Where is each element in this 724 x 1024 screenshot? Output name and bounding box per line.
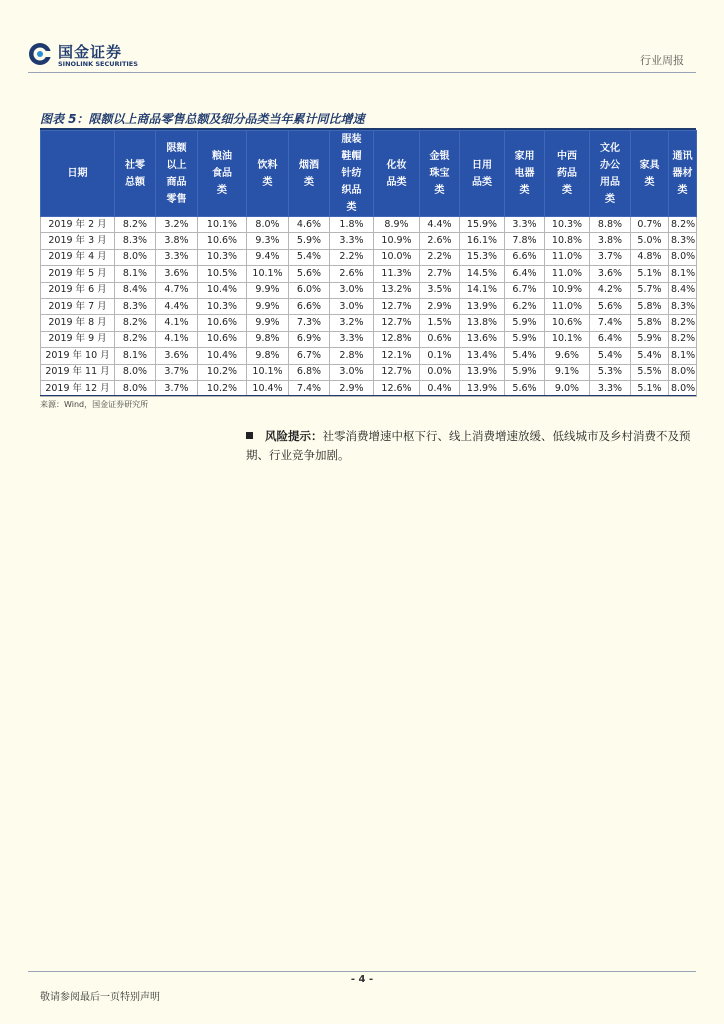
column-header: [247, 131, 289, 217]
column-header-text: 零售: [166, 193, 187, 205]
sinolink-logo-icon: [28, 42, 52, 66]
company-logo: [28, 40, 158, 70]
value-cell: 8.1%: [115, 266, 156, 282]
value-cell: 10.4%: [247, 380, 289, 396]
value-cell: 6.4%: [505, 266, 545, 282]
value-cell: 7.8%: [505, 233, 545, 249]
value-cell: 10.2%: [198, 380, 247, 396]
column-header-text: 总额: [125, 176, 145, 188]
value-cell: 6.2%: [505, 298, 545, 314]
value-cell: 9.9%: [247, 298, 289, 314]
column-header-text: 化妆: [386, 159, 407, 171]
value-cell: 5.4%: [505, 348, 545, 364]
column-header-text: 类: [644, 176, 655, 188]
value-cell: 5.4%: [289, 249, 330, 265]
value-cell: 15.3%: [460, 249, 505, 265]
value-cell: 9.0%: [545, 380, 590, 396]
disclaimer-text: 敬请参阅最后一页特别声明: [40, 992, 160, 1003]
value-cell: 13.6%: [460, 331, 505, 347]
value-cell: 3.6%: [156, 348, 198, 364]
date-cell: 2019 年 2 月: [41, 217, 115, 233]
column-header-text: 类: [217, 185, 227, 196]
value-cell: 3.3%: [156, 249, 198, 265]
table-row: [41, 315, 697, 331]
value-cell: 10.3%: [545, 217, 590, 233]
value-cell: 6.7%: [505, 282, 545, 298]
value-cell: 2.7%: [420, 266, 460, 282]
value-cell: 5.9%: [631, 331, 669, 347]
column-header-text: 器材: [672, 168, 693, 179]
value-cell: 8.4%: [669, 282, 697, 298]
value-cell: 8.0%: [247, 217, 289, 233]
value-cell: 8.0%: [115, 380, 156, 396]
value-cell: 3.2%: [330, 315, 374, 331]
column-header-text: 类: [346, 202, 357, 213]
value-cell: 5.9%: [505, 315, 545, 331]
value-cell: 10.6%: [198, 233, 247, 249]
value-cell: 11.0%: [545, 298, 590, 314]
value-cell: 10.2%: [198, 364, 247, 380]
value-cell: 6.6%: [289, 298, 330, 314]
value-cell: 13.9%: [460, 298, 505, 314]
column-header-text: 限额: [166, 142, 187, 154]
value-cell: 8.0%: [669, 364, 697, 380]
table-body: [41, 217, 697, 397]
value-cell: 6.8%: [289, 364, 330, 380]
logo-text-cn: 国金证券: [58, 43, 123, 61]
column-header-text: 珠宝: [429, 168, 450, 179]
value-cell: 3.3%: [330, 331, 374, 347]
value-cell: 5.4%: [590, 348, 631, 364]
value-cell: 9.9%: [247, 282, 289, 298]
value-cell: 3.3%: [330, 233, 374, 249]
value-cell: 12.1%: [374, 348, 420, 364]
column-header-text: 电器: [514, 168, 535, 179]
column-header: [374, 131, 420, 217]
value-cell: 5.9%: [505, 331, 545, 347]
value-cell: 3.7%: [156, 364, 198, 380]
value-cell: 4.7%: [156, 282, 198, 298]
value-cell: 12.7%: [374, 364, 420, 380]
value-cell: 4.2%: [590, 282, 631, 298]
date-cell: 2019 年 8 月: [41, 315, 115, 331]
value-cell: 0.4%: [420, 380, 460, 396]
value-cell: 8.2%: [115, 331, 156, 347]
column-header-text: 品类: [386, 176, 407, 188]
column-header: [505, 131, 545, 217]
value-cell: 13.2%: [374, 282, 420, 298]
column-header-text: 办公: [600, 159, 620, 171]
value-cell: 10.1%: [545, 331, 590, 347]
value-cell: 10.5%: [198, 266, 247, 282]
date-cell: 2019 年 9 月: [41, 331, 115, 347]
value-cell: 7.3%: [289, 315, 330, 331]
column-header: [156, 131, 198, 217]
risk-warning: [246, 427, 696, 465]
value-cell: 10.3%: [198, 249, 247, 265]
date-cell: 2019 年 11 月: [41, 364, 115, 380]
value-cell: 7.4%: [289, 380, 330, 396]
risk-label: 风险提示：: [265, 429, 323, 443]
value-cell: 3.5%: [420, 282, 460, 298]
table-row: [41, 282, 697, 298]
column-header: [420, 131, 460, 217]
value-cell: 8.4%: [115, 282, 156, 298]
value-cell: 6.4%: [590, 331, 631, 347]
column-header-text: 日用: [472, 159, 492, 171]
column-header-text: 商品: [166, 176, 187, 188]
value-cell: 15.9%: [460, 217, 505, 233]
value-cell: 14.1%: [460, 282, 505, 298]
value-cell: 13.9%: [460, 380, 505, 396]
value-cell: 2.2%: [330, 249, 374, 265]
column-header-text: 药品: [557, 168, 577, 179]
value-cell: 10.3%: [198, 298, 247, 314]
value-cell: 2.6%: [420, 233, 460, 249]
value-cell: 9.4%: [247, 249, 289, 265]
column-header-text: 用品: [600, 176, 620, 188]
value-cell: 5.1%: [631, 266, 669, 282]
value-cell: 9.8%: [247, 331, 289, 347]
column-header-text: 烟酒: [299, 159, 319, 171]
date-cell: 2019 年 5 月: [41, 266, 115, 282]
value-cell: 4.8%: [631, 249, 669, 265]
column-header-text: 品类: [472, 176, 492, 188]
value-cell: 8.8%: [590, 217, 631, 233]
value-cell: 12.7%: [374, 315, 420, 331]
column-header: [545, 131, 590, 217]
value-cell: 5.3%: [590, 364, 631, 380]
column-header-text: 类: [677, 185, 688, 196]
value-cell: 16.1%: [460, 233, 505, 249]
value-cell: 8.2%: [669, 315, 697, 331]
value-cell: 9.8%: [247, 348, 289, 364]
value-cell: 2.9%: [420, 298, 460, 314]
value-cell: 9.1%: [545, 364, 590, 380]
value-cell: 8.3%: [669, 298, 697, 314]
value-cell: 4.1%: [156, 315, 198, 331]
value-cell: 5.9%: [289, 233, 330, 249]
table-row: [41, 266, 697, 282]
value-cell: 12.7%: [374, 298, 420, 314]
value-cell: 13.4%: [460, 348, 505, 364]
value-cell: 8.0%: [669, 249, 697, 265]
value-cell: 4.4%: [156, 298, 198, 314]
value-cell: 5.1%: [631, 380, 669, 396]
value-cell: 3.7%: [156, 380, 198, 396]
value-cell: 4.1%: [156, 331, 198, 347]
footer-divider: [28, 971, 696, 972]
value-cell: 8.2%: [115, 217, 156, 233]
value-cell: 8.1%: [669, 266, 697, 282]
value-cell: 0.1%: [420, 348, 460, 364]
column-header: [590, 131, 631, 217]
column-header-text: 家用: [514, 151, 535, 162]
value-cell: 7.4%: [590, 315, 631, 331]
value-cell: 10.6%: [198, 331, 247, 347]
table-bottom-rule: [40, 395, 696, 396]
date-cell: 2019 年 3 月: [41, 233, 115, 249]
value-cell: 8.3%: [115, 298, 156, 314]
column-header-text: 类: [262, 176, 273, 188]
value-cell: 6.0%: [289, 282, 330, 298]
value-cell: 10.9%: [374, 233, 420, 249]
value-cell: 4.6%: [289, 217, 330, 233]
value-cell: 10.1%: [247, 364, 289, 380]
value-cell: 12.8%: [374, 331, 420, 347]
value-cell: 5.9%: [505, 364, 545, 380]
column-header: [631, 131, 669, 217]
column-header: [198, 131, 247, 217]
value-cell: 5.6%: [590, 298, 631, 314]
value-cell: 8.0%: [115, 364, 156, 380]
column-header-text: 织品: [341, 185, 362, 196]
column-header-text: 以上: [166, 159, 187, 171]
value-cell: 0.6%: [420, 331, 460, 347]
risk-text: 社零消费增速中枢下行、线上消费增速放缓、低线城市及乡村消费不及预期、行业竞争加剧。: [246, 429, 691, 462]
value-cell: 8.9%: [374, 217, 420, 233]
value-cell: 4.4%: [420, 217, 460, 233]
value-cell: 3.3%: [505, 217, 545, 233]
column-header-text: 文化: [600, 142, 620, 154]
value-cell: 0.7%: [631, 217, 669, 233]
value-cell: 5.7%: [631, 282, 669, 298]
table-row: [41, 348, 697, 364]
value-cell: 3.6%: [156, 266, 198, 282]
value-cell: 1.8%: [330, 217, 374, 233]
value-cell: 10.4%: [198, 348, 247, 364]
value-cell: 8.3%: [669, 233, 697, 249]
value-cell: 3.0%: [330, 364, 374, 380]
column-header-text: 类: [304, 176, 314, 188]
value-cell: 2.9%: [330, 380, 374, 396]
header-divider: [28, 72, 696, 73]
value-cell: 3.2%: [156, 217, 198, 233]
value-cell: 11.3%: [374, 266, 420, 282]
column-header-text: 食品: [212, 168, 232, 179]
column-header: [669, 131, 697, 217]
column-header-text: 社零: [125, 159, 145, 171]
column-header-text: 饮料: [257, 159, 278, 171]
value-cell: 8.2%: [669, 331, 697, 347]
value-cell: 8.1%: [115, 348, 156, 364]
value-cell: 3.6%: [590, 266, 631, 282]
value-cell: 1.5%: [420, 315, 460, 331]
table-row: [41, 249, 697, 265]
value-cell: 0.0%: [420, 364, 460, 380]
value-cell: 11.0%: [545, 249, 590, 265]
retail-growth-table: [40, 130, 697, 397]
column-header-text: 类: [605, 193, 615, 205]
value-cell: 6.9%: [289, 331, 330, 347]
column-header-text: 家具: [639, 159, 660, 171]
value-cell: 5.8%: [631, 315, 669, 331]
value-cell: 6.7%: [289, 348, 330, 364]
page-number: - 4 -: [350, 974, 374, 985]
value-cell: 8.2%: [669, 217, 697, 233]
value-cell: 5.6%: [505, 380, 545, 396]
value-cell: 10.8%: [545, 233, 590, 249]
value-cell: 9.3%: [247, 233, 289, 249]
value-cell: 8.3%: [115, 233, 156, 249]
value-cell: 5.5%: [631, 364, 669, 380]
page-header: [28, 40, 696, 74]
value-cell: 10.1%: [198, 217, 247, 233]
value-cell: 11.0%: [545, 266, 590, 282]
column-header-text: 日期: [67, 168, 88, 179]
date-cell: 2019 年 10 月: [41, 348, 115, 364]
value-cell: 6.6%: [505, 249, 545, 265]
value-cell: 13.8%: [460, 315, 505, 331]
value-cell: 10.6%: [198, 315, 247, 331]
column-header-text: 类: [562, 185, 572, 196]
table-header-row: [41, 131, 697, 217]
column-header-text: 鞋帽: [341, 151, 362, 162]
column-header: [289, 131, 330, 217]
column-header-text: 中西: [557, 151, 577, 162]
value-cell: 3.3%: [590, 380, 631, 396]
date-cell: 2019 年 6 月: [41, 282, 115, 298]
value-cell: 9.6%: [545, 348, 590, 364]
table-row: [41, 233, 697, 249]
date-cell: 2019 年 4 月: [41, 249, 115, 265]
column-header: [115, 131, 156, 217]
column-header-text: 类: [519, 185, 530, 196]
value-cell: 13.9%: [460, 364, 505, 380]
date-cell: 2019 年 7 月: [41, 298, 115, 314]
figure-title: 图表 5：限额以上商品零售总额及细分品类当年累计同比增速: [40, 112, 365, 126]
column-header-text: 针纺: [341, 168, 362, 179]
value-cell: 3.7%: [590, 249, 631, 265]
value-cell: 9.9%: [247, 315, 289, 331]
square-bullet-icon: [246, 432, 253, 439]
table-row: [41, 364, 697, 380]
value-cell: 3.0%: [330, 298, 374, 314]
table-source: 来源：Wind，国金证券研究所: [40, 400, 149, 409]
date-cell: 2019 年 12 月: [41, 380, 115, 396]
value-cell: 8.1%: [669, 348, 697, 364]
value-cell: 8.2%: [115, 315, 156, 331]
column-header-text: 通讯: [672, 151, 693, 162]
value-cell: 5.4%: [631, 348, 669, 364]
value-cell: 2.8%: [330, 348, 374, 364]
value-cell: 10.1%: [247, 266, 289, 282]
table-row: [41, 331, 697, 347]
value-cell: 2.6%: [330, 266, 374, 282]
value-cell: 14.5%: [460, 266, 505, 282]
value-cell: 5.8%: [631, 298, 669, 314]
column-header: [460, 131, 505, 217]
value-cell: 3.0%: [330, 282, 374, 298]
column-header: [330, 131, 374, 217]
column-header-text: 服装: [341, 134, 362, 145]
report-type: 行业周报: [640, 54, 684, 67]
value-cell: 5.0%: [631, 233, 669, 249]
value-cell: 3.8%: [156, 233, 198, 249]
column-header-text: 金银: [429, 151, 450, 162]
value-cell: 10.9%: [545, 282, 590, 298]
table-row: [41, 217, 697, 233]
column-header-text: 类: [434, 185, 445, 196]
value-cell: 10.6%: [545, 315, 590, 331]
table-row: [41, 298, 697, 314]
value-cell: 3.8%: [590, 233, 631, 249]
column-header: [41, 131, 115, 217]
value-cell: 12.6%: [374, 380, 420, 396]
value-cell: 5.6%: [289, 266, 330, 282]
value-cell: 10.0%: [374, 249, 420, 265]
value-cell: 8.0%: [115, 249, 156, 265]
value-cell: 2.2%: [420, 249, 460, 265]
value-cell: 10.4%: [198, 282, 247, 298]
logo-text-en: SINOLINK SECURITIES: [58, 60, 138, 68]
value-cell: 8.0%: [669, 380, 697, 396]
column-header-text: 粮油: [212, 151, 232, 162]
